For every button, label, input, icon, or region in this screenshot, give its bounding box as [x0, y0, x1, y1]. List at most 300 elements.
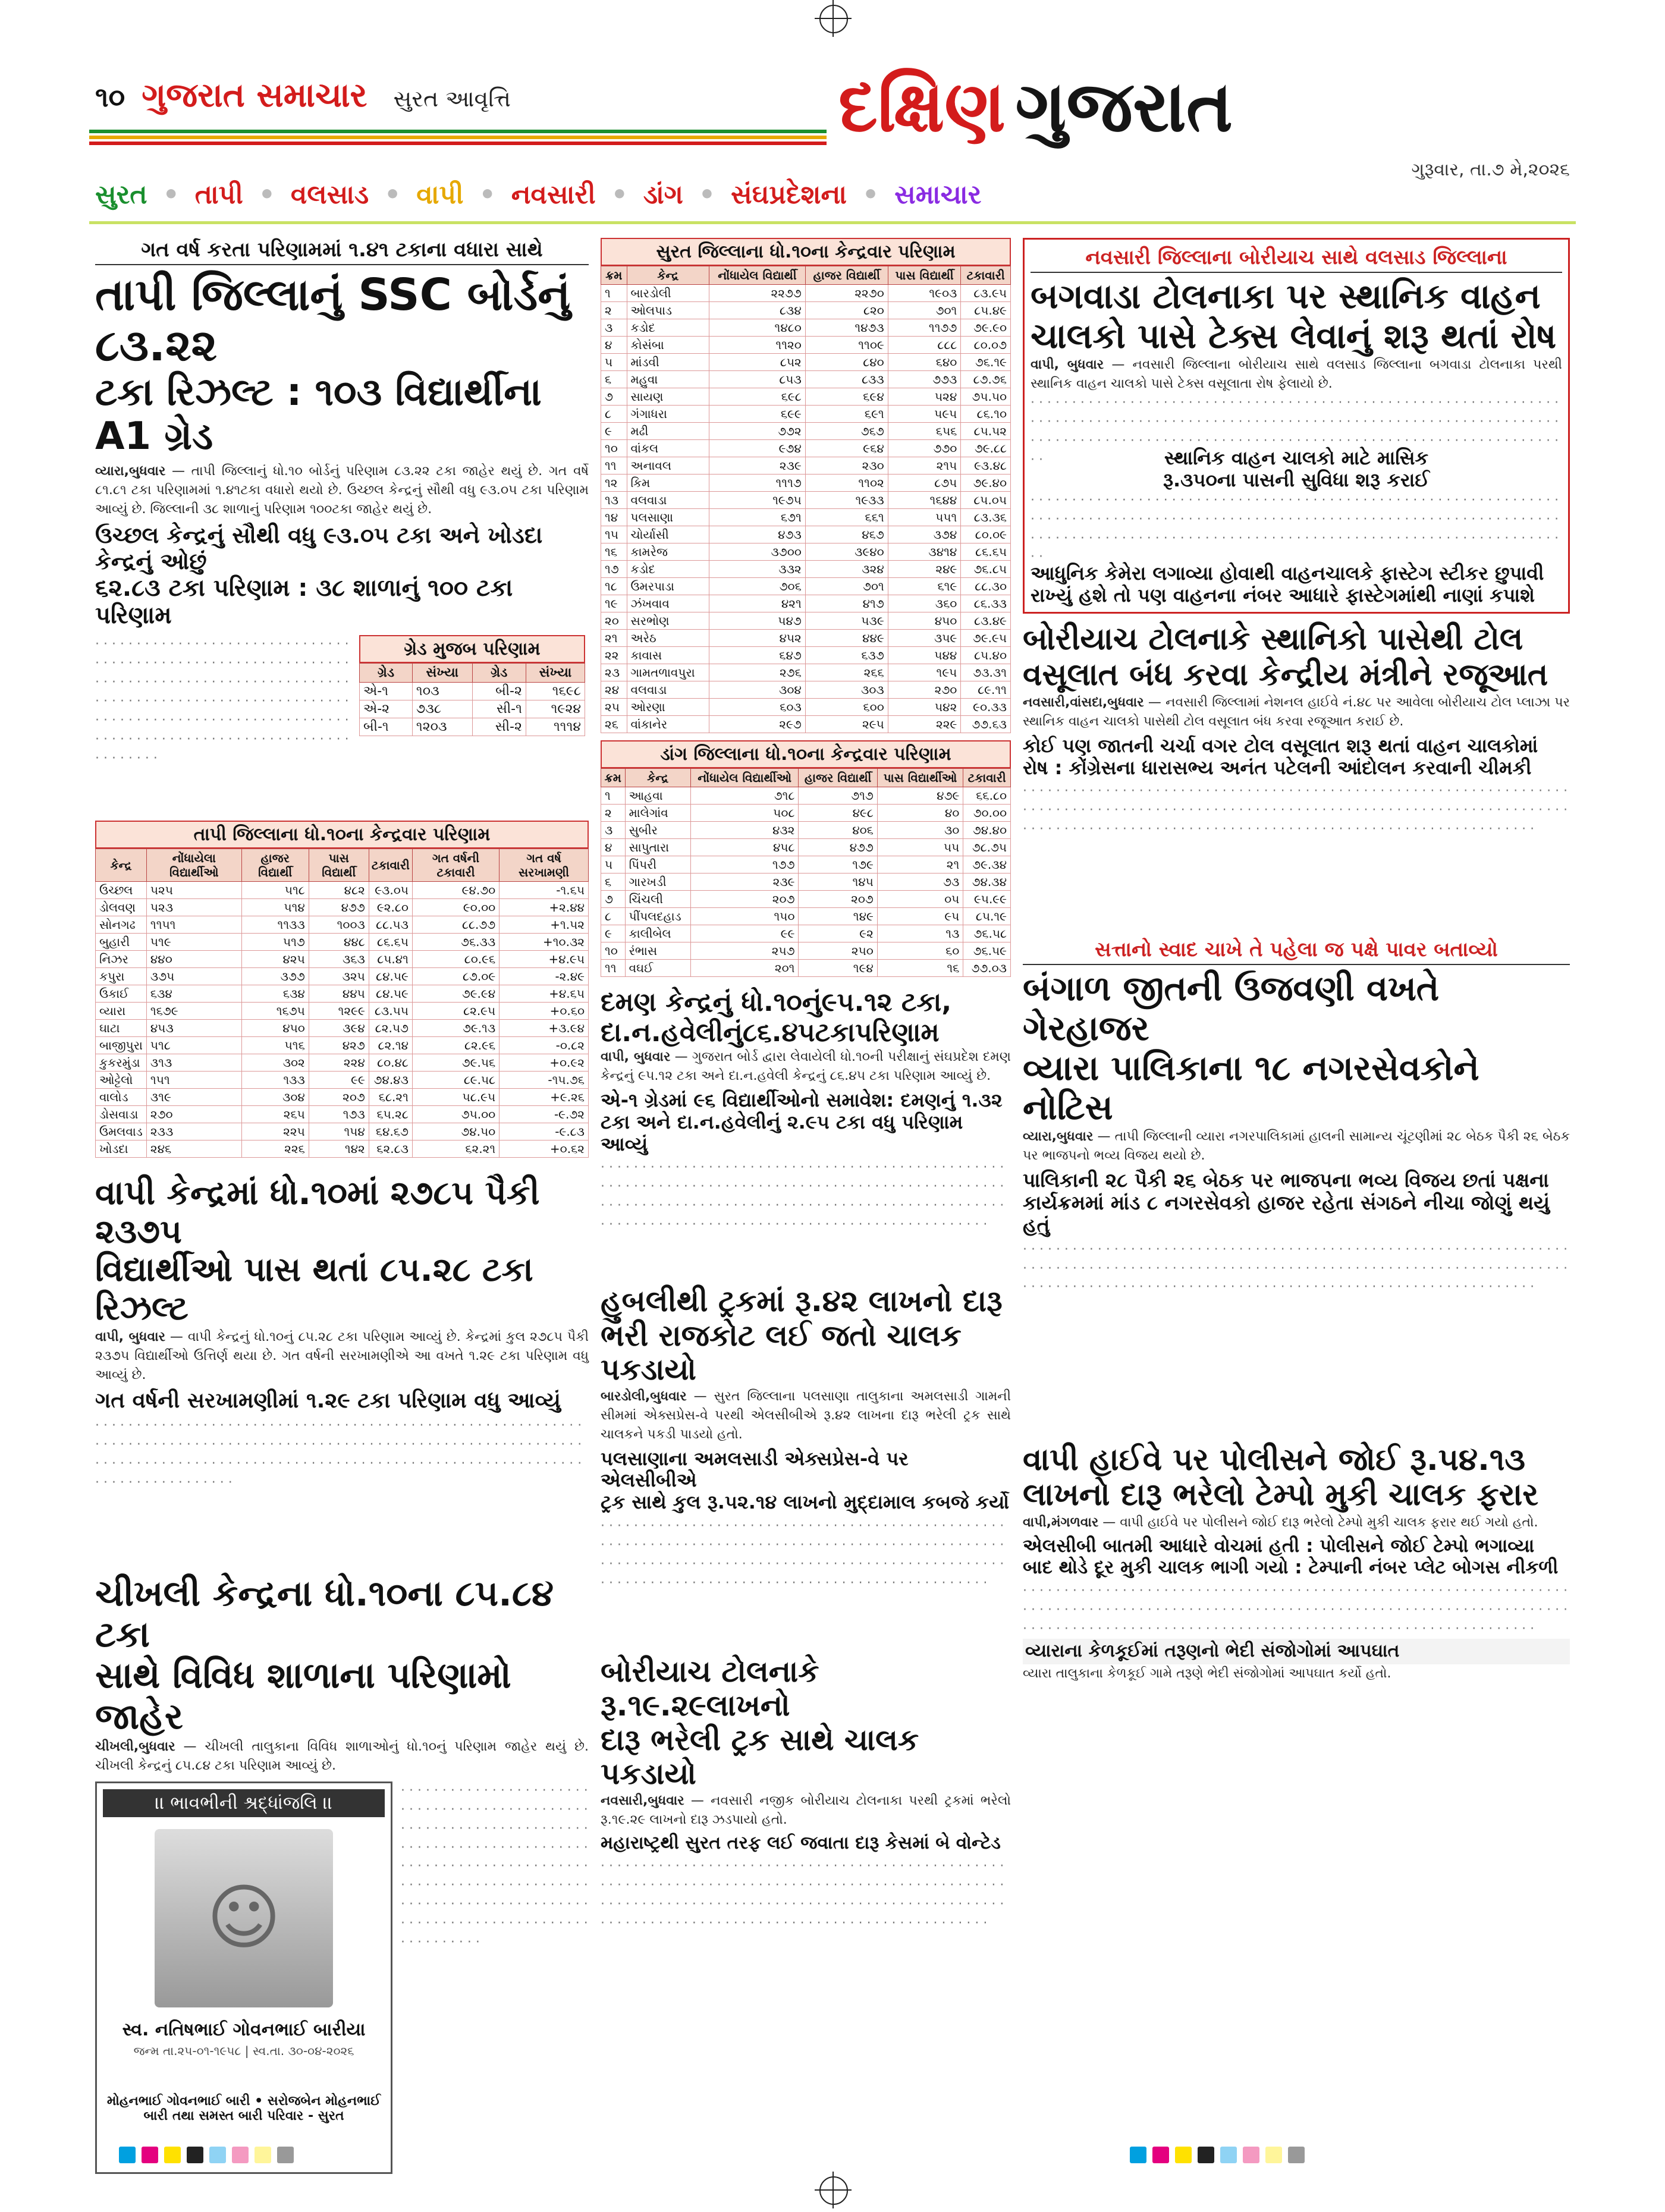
bengal-subhead-2: કાર્યક્રમમાં માંડ ૮ નગરસેવકો હાજર રહેતા સંગઠને નીચા જોણું થયું હતું — [1023, 1190, 1550, 1237]
surat-table-cell: ૨૫ — [601, 699, 627, 716]
surat-table-cell: ૩ — [601, 319, 627, 337]
tempo-headline-2: લાખનો દારૂ ભરેલો ટેમ્પો મુકી ચાલક ફરાર — [1023, 1477, 1539, 1513]
surat-table-cell: ૧૨ — [601, 475, 627, 492]
surat-table-header-cell: કેન્દ્ર — [627, 266, 709, 285]
boriach-toll-body: નવસારી જિલ્લામાં નેશનલ હાઈવે નં.૪૮ પર આવેલા બોરીયાચ ટોલ પ્લાઝા પર સ્થાનિક વાહન ચાલકો પાસેથી ટોલ વસૂલાત બંધ કરવા રજૂઆત કરાઈ છે. — [1023, 695, 1570, 729]
dang-table-cell: ૦૫ — [877, 891, 963, 908]
surat-table-row — [601, 612, 1011, 630]
surat-table-cell: ૬૪૦ — [888, 354, 961, 371]
tapi-table-cell: નિઝર — [96, 951, 147, 968]
tapi-table-cell: ૮૨.૯૬ — [412, 1037, 499, 1054]
tapi-table-cell: ૪૫૦ — [241, 1020, 309, 1037]
tapi-table-row — [96, 916, 589, 934]
surat-table-cell: ઓલપાડ — [627, 302, 709, 319]
tapi-table-cell: ૧૩૩ — [241, 1072, 309, 1089]
tapi-table-row — [96, 968, 589, 985]
surat-table-cell: ૬૫૬ — [888, 423, 961, 440]
surat-table-cell: અરેઠ — [627, 630, 709, 647]
dang-table-cell: પિંપરી — [625, 856, 690, 874]
surat-table-cell: ઓરણા — [627, 699, 709, 716]
surat-table-cell: બારડોલી — [627, 285, 709, 302]
tribute-title: ।। ભાવભીની શ્રદ્ધાંજલિ ।। — [103, 1789, 385, 1817]
tapi-table-cell: ૩૭૫ — [146, 968, 241, 985]
daman-subhead-1: એ-૧ ગ્રેડમાં ૯૬ વિદ્યાર્થીઓનો સમાવેશ: દમણનું ૧.૩૨ — [601, 1088, 1003, 1111]
surat-table-cell: ૧૬ — [601, 543, 627, 561]
issue-date: ગુરૂવાર, તા.૭ મે,૨૦૨૬ — [1411, 159, 1570, 180]
vapi-dateline: વાપી, બુધવાર — [95, 1329, 165, 1344]
surat-table-cell: ૬૯૮ — [709, 388, 806, 406]
surat-table-cell: ૩૫૯ — [888, 630, 961, 647]
surat-table-cell: કાવાસ — [627, 647, 709, 664]
tapi-table-header-cell: ગત વર્ષની ટકાવારી — [412, 849, 499, 882]
surat-table-cell: પલસાણા — [627, 509, 709, 526]
tapi-table-row — [96, 1020, 589, 1037]
tapi-table-cell: ૮૨.૫૭ — [369, 1020, 412, 1037]
edition-label: સુરત આવૃત્તિ — [393, 86, 511, 112]
surat-table-cell: ગંગાધરા — [627, 406, 709, 423]
surat-table-cell: ૫૩૯ — [805, 612, 888, 630]
surat-table-cell: ૫ — [601, 354, 627, 371]
dang-table-cell: રંભાસ — [625, 942, 690, 960]
tapi-table-cell: ૬૩૪ — [146, 985, 241, 1003]
surat-table-cell: ૭ — [601, 388, 627, 406]
navsari-body: નવસારી જિલ્લાના બોરીયાચ સાથે વલસાડ જિલ્લાના બગવાડા ટોલનાકા પરથી સ્થાનિક વાહન ચાલકો પાસે ટેક્સ વસૂલાતા રોષ ફેલાયો છે. — [1031, 357, 1562, 392]
boriach-liquor-body: નવસારી નજીક બોરીયાચ ટોલનાકા પરથી ટ્રકમાં ભરેલો રૂ.૧૯.૨૯ લાખનો દારૂ ઝડપાયો હતો. — [601, 1793, 1011, 1827]
grade-table-row — [360, 683, 585, 700]
dang-table-cell: ૫૫ — [877, 839, 963, 856]
tapi-headline-2: ટકા રિઝલ્ટ : ૧૦૩ વિદ્યાર્થીના A1 ગ્રેડ — [95, 370, 542, 458]
surat-table-cell: ૭૭૨ — [709, 423, 806, 440]
tapi-table-cell: ૫૮.૯૫ — [412, 1089, 499, 1106]
surat-table-cell: ઝંખવાવ — [627, 595, 709, 612]
surat-table-cell: ૬૦૩ — [709, 699, 806, 716]
dang-table-cell: ૫ — [601, 856, 626, 874]
surat-table-cell: ૮૫.૪૦ — [961, 647, 1011, 664]
dang-table-cell: ૬ — [601, 874, 626, 891]
surat-table-cell: વલવાડા — [627, 492, 709, 509]
boriach-toll-filler: · · · · · · · · · · · · · · · · · · · · · · · · · · · · · · · · · · · · · · · · · · · · · · · · · · · · · · · · · · · · · · · · · · · · · · · · · · · · · · · · · · · · · · · · · · · · · · · · · · · · · · · · · · · · · · · · · · · · · · · · · · · · · · · · · · · · · · · · · · · · · · · · · · · · · · · · · · · · · · · · · · · · · · · · · · · · · · · · · · · · · · · · · · · · · · · · · · — [1023, 784, 1568, 837]
dang-table-row — [601, 787, 1011, 805]
surat-table-cell: ૬૯૪ — [805, 388, 888, 406]
boriach-toll-headline-1: બોરીયાચ ટોલનાકે સ્થાનિકો પાસેથી ટોલ — [1023, 621, 1523, 658]
surat-table-row — [601, 319, 1011, 337]
dang-table-cell: ૧૭૭ — [690, 856, 799, 874]
dang-table-cell: ૭૭.૦૩ — [963, 960, 1011, 977]
surat-table-cell: ૧૪૮૦ — [709, 319, 806, 337]
tapi-table-cell: -૧.૬૫ — [500, 882, 589, 899]
boriach-liquor-dateline: નવસારી,બુધવાર — [601, 1793, 684, 1808]
surat-table-row — [601, 475, 1011, 492]
surat-table-cell: ૧૧૦૨ — [805, 475, 888, 492]
surat-table-cell: ૨૭૬ — [709, 664, 806, 681]
surat-table-cell: ૩૪૧૪ — [888, 543, 961, 561]
dang-table-cell: પીંપલદહાડ — [625, 908, 690, 925]
surat-table-header-cell: પાસ વિદ્યાર્થી — [888, 266, 961, 285]
tapi-table-cell: ૪૫૩ — [146, 1020, 241, 1037]
tapi-table-cell: ૬૮.૨૧ — [369, 1089, 412, 1106]
dang-table-cell: ૪૭૭ — [799, 839, 877, 856]
surat-table-cell: ૭૯.૪૦ — [961, 475, 1011, 492]
dang-table-cell: ૧૪૫ — [799, 874, 877, 891]
tapi-table-cell: ૩૯૪ — [309, 1020, 369, 1037]
city-separator: • — [479, 180, 496, 210]
surat-table-header-cell: ક્રમ — [601, 266, 627, 285]
surat-table-row — [601, 423, 1011, 440]
dang-table-header-cell: પાસ વિદ્યાર્થીઓ — [877, 769, 963, 787]
surat-table-row — [601, 371, 1011, 388]
surat-table-row — [601, 337, 1011, 354]
dang-table-row — [601, 805, 1011, 822]
tapi-table-cell: ૫૨૩ — [146, 899, 241, 916]
tapi-table-cell: ૬૪.૬૭ — [369, 1123, 412, 1140]
tapi-table-cell: ૬૨.૨૧ — [412, 1140, 499, 1158]
dang-table-cell: ૧૦ — [601, 942, 626, 960]
tapi-table-cell: ૨૨૪ — [309, 1054, 369, 1072]
tapi-subhead-1: ઉચ્છલ કેન્દ્રનું સૌથી વધુ ૯૩.૦૫ ટકા અને ખોડદા કેન્દ્રનું ઓછું — [95, 522, 543, 574]
boriach-toll-subhead-2: રોષ : કોંગ્રેસના ધારાસભ્ય અનંત પટેલની આંદોલન કરવાની ચીમકી — [1023, 756, 1532, 779]
surat-table-cell: ૪ — [601, 337, 627, 354]
surat-table-cell: ૮ — [601, 406, 627, 423]
city-separator: • — [862, 180, 879, 210]
portrait-photo: ☺ — [155, 1829, 333, 2007]
daman-body-filler: · · · · · · · · · · · · · · · · · · · · · · · · · · · · · · · · · · · · · · · · · · · · · · · · · · · · · · · · · · · · · · · · · · · · · · · · · · · · · · · · · · · · · · · · · · · · · · · · · · · · · · · · · · · · · · · · · · · · · · · · · · · · · · · · · · · · · · · · · · · · · · · · · · · · · · · · · · · · · · · · · · · · · · · · · · · · · · · · · · · · · · · · · · · · · · · · · · — [601, 1160, 1004, 1233]
surat-table-row — [601, 509, 1011, 526]
tribute-name: સ્વ. નતિષભાઈ ગોવનભાઈ બારીયા — [122, 2019, 366, 2040]
dang-table-row — [601, 874, 1011, 891]
surat-table-cell: ૪૭૩ — [709, 526, 806, 543]
tapi-table-cell: ૨૦૭ — [309, 1089, 369, 1106]
tapi-table-cell: ૪૮૨ — [309, 882, 369, 899]
surat-table-cell: ૯૭૪ — [709, 440, 806, 457]
surat-table-cell: કોસંબા — [627, 337, 709, 354]
tapi-table-cell: કપુરા — [96, 968, 147, 985]
tapi-table-header-cell: નોંધાયેલા વિદ્યાર્થીઓ — [146, 849, 241, 882]
dang-table-cell: ૭૩ — [877, 874, 963, 891]
tapi-table-cell: ઉકાઈ — [96, 985, 147, 1003]
tapi-table-row — [96, 934, 589, 951]
surat-table-cell: ૩૭૦૦ — [709, 543, 806, 561]
surat-table-cell: ૬૭૧ — [709, 509, 806, 526]
boriach-liquor-headline-1: બોરીયાચ ટોલનાકે રૂ.૧૯.૨૯લાખનો — [601, 1654, 819, 1723]
tapi-table-cell: ૧૫૪ — [309, 1123, 369, 1140]
grade-table-cell: ૧૦૩ — [412, 683, 472, 700]
surat-table-cell: ૭૭૩ — [888, 371, 961, 388]
surat-table-header-cell: ટકાવારી — [961, 266, 1011, 285]
tapi-table-cell: ૮૨.૧૪ — [369, 1037, 412, 1054]
city-item: ડાંગ — [643, 180, 683, 210]
tapi-table-cell: ૭૪.૫૦ — [412, 1123, 499, 1140]
surat-table-cell: ૩૦૩ — [805, 681, 888, 699]
divider-line — [89, 221, 1576, 224]
grade-table-cell: બી-૨ — [472, 683, 526, 700]
tapi-table-cell: ૮૩.૫૫ — [369, 1003, 412, 1020]
surat-table-cell: ૮૬.૬૫ — [961, 543, 1011, 561]
surat-table-cell: ૭૯.૮૮ — [961, 440, 1011, 457]
tapi-table-cell: ૭૯.૧૩ — [412, 1020, 499, 1037]
surat-table-cell: કડોદ — [627, 319, 709, 337]
dang-table-cell: સાપુતારા — [625, 839, 690, 856]
tapi-table-cell: ઉચ્છલ — [96, 882, 147, 899]
tapi-table-header-cell: પાસ વિદ્યાર્થી — [309, 849, 369, 882]
grade-table-cell: ૧૬૯૮ — [526, 683, 585, 700]
grade-table-row — [360, 718, 585, 736]
tapi-table-cell: ૮૪.૫૯ — [369, 985, 412, 1003]
stripe-yellow — [89, 136, 827, 139]
tapi-table-cell: ખોડદા — [96, 1140, 147, 1158]
surat-table-cell: ૨૯૫ — [805, 716, 888, 733]
surat-table-cell: ૮૫૨ — [709, 354, 806, 371]
tapi-table-cell: ૮૫.૪૧ — [369, 951, 412, 968]
tapi-headline-1: તાપી જિલ્લાનું SSC બોર્ડનું ૮૩.૨૨ — [95, 269, 571, 372]
daman-headline-2: દા.ન.હવેલીનું૮૬.૪૫ટકાપરિણામ — [601, 1017, 940, 1048]
dang-table-cell: ૪૦ — [877, 805, 963, 822]
dang-table-cell: ૪ — [601, 839, 626, 856]
surat-table-cell: કિમ — [627, 475, 709, 492]
surat-table-cell: ૨૪૯ — [888, 561, 961, 578]
surat-table-cell: ૨૬ — [601, 716, 627, 733]
tapi-table-cell: વાલોડ — [96, 1089, 147, 1106]
surat-table-cell: ૧૯૦૩ — [888, 285, 961, 302]
surat-table-cell: ૮૩.૪૯ — [961, 612, 1011, 630]
tapi-table-cell: ૯૪.૭૦ — [412, 882, 499, 899]
dang-table-cell: ૨૧ — [877, 856, 963, 874]
surat-table-cell: ૧૧ — [601, 457, 627, 475]
vapi-body-filler: · · · · · · · · · · · · · · · · · · · · · · · · · · · · · · · · · · · · · · · · · · · · · · · · · · · · · · · · · · · · · · · · · · · · · · · · · · · · · · · · · · · · · · · · · · · · · · · · · · · · · · · · · · · · · · · · · · · · · · · · · · · · · · · · · · · · · · · · · · · · · · · · · · · · · · · · · · · · · · · · · · · · · · · · · · · · · · · · · · · · · · · · · · · · · · · · · · — [95, 1418, 582, 1490]
surat-table-cell: ૩૭૪ — [888, 526, 961, 543]
dang-table-cell: ૩ — [601, 822, 626, 839]
tapi-table-cell: સોનગઢ — [96, 916, 147, 934]
navsari-body-filler: · · · · · · · · · · · · · · · · · · · · · · · · · · · · · · · · · · · · · · · · · · · · · · · · · · · · · · · · · · · · · · · · · · · · · · · · · · · · · · · · · · · · · · · · · · · · · · · · · · · · · · · · · · · · · · · · · · · · · · · · · · · · · · · · · · · · · · · · · · · · · · · · · · · · · · · · · · · · · · · · · · · · · · · · · · · · · · · · · · · · · · · · · · · · · · · · · · — [1031, 395, 1559, 467]
tapi-table-cell: ૩૦૨ — [241, 1054, 309, 1072]
surat-table-row — [601, 716, 1011, 733]
tapi-table-row — [96, 1072, 589, 1089]
chikhli-headline-1: ચીખલી કેન્દ્રના ધો.૧૦ના ૮૫.૮૪ ટકા — [95, 1573, 554, 1656]
surat-table-cell: ૬૪૭ — [709, 647, 806, 664]
surat-table-cell: ૭૯.૯૦ — [961, 319, 1011, 337]
surat-table-row — [601, 406, 1011, 423]
chikhli-body: ચીખલી તાલુકાના વિવિધ શાળાઓનું ધો.૧૦નું પરિણામ જાહેર થયું છે. ચીખલી કેન્દ્રનું ૮૫.૮૪ ટકા પરિણામ આવ્યું છે. — [95, 1739, 589, 1773]
surat-table-row — [601, 681, 1011, 699]
dang-table-cell: ૯૫ — [877, 908, 963, 925]
surat-table-cell: ૨૨૭૭ — [709, 285, 806, 302]
tapi-subhead-2: ૬૨.૮૩ ટકા પરિણામ : ૩૮ શાળાનું ૧૦૦ ટકા પરિણામ — [95, 574, 513, 630]
surat-table-cell: ગામતળાવપુરા — [627, 664, 709, 681]
surat-table-cell: ૭૩.૩૧ — [961, 664, 1011, 681]
boriach-liquor-subhead: મહારાષ્ટ્રથી સુરત તરફ લઈ જવાતા દારૂ કેસમાં બે વોન્ટેડ — [601, 1832, 1001, 1853]
tapi-table-row — [96, 1003, 589, 1020]
tapi-table-cell: ૮૮.૫૩ — [369, 916, 412, 934]
surat-table-cell: ૭૦૧ — [805, 578, 888, 595]
dang-table-cell: ૭૮.૭૫ — [963, 839, 1011, 856]
navsari-body-filler-2: · · · · · · · · · · · · · · · · · · · · · · · · · · · · · · · · · · · · · · · · · · · · · · · · · · · · · · · · · · · · · · · · · · · · · · · · · · · · · · · · · · · · · · · · · · · · · · · · · · · · · · · · · · · · · · · · · · · · · · · · · · · · · · · · · · · · · · · · · · · · · · · · · · · · · · · · · · · · · · · · · · · · · · · · · · · · · · · · · · · · · · · · · · · · · · · · · · — [1031, 492, 1559, 565]
tapi-table-cell: +૯.૨૬ — [500, 1089, 589, 1106]
dang-table-cell: ૧૧ — [601, 960, 626, 977]
surat-table-cell: ૧૩ — [601, 492, 627, 509]
surat-table-cell: ૭૬.૧૯ — [961, 354, 1011, 371]
surat-table-cell: ૧૧૭૭ — [888, 319, 961, 337]
tapi-table-row — [96, 985, 589, 1003]
tapi-table-cell: ૪૨૫ — [241, 951, 309, 968]
dang-table-row — [601, 908, 1011, 925]
vapi-subhead: ગત વર્ષની સરખામણીમાં ૧.૨૯ ટકા પરિણામ વધુ આવ્યું — [95, 1388, 561, 1413]
surat-table-cell: ૭૬૭ — [805, 423, 888, 440]
surat-table-cell: સાયણ — [627, 388, 709, 406]
bengal-body: તાપી જિલ્લાની વ્યારા નગરપાલિકામાં હાલની સામાન્ય ચૂંટણીમાં ૨૮ બેઠક પૈકી ૨૬ બેઠક પર ભાજપનો ભવ્ય વિજય થયો છે. — [1023, 1129, 1570, 1163]
navsari-subhead-1: સ્થાનિક વાહન ચાલકો માટે માસિક — [1164, 447, 1429, 470]
dang-table-cell: ૯૨ — [799, 925, 877, 942]
dang-table-header-cell: કેન્દ્ર — [625, 769, 690, 787]
surat-table-cell: ૧૦ — [601, 440, 627, 457]
tapi-table-row — [96, 1037, 589, 1054]
surat-table-header-cell: નોંધાયેલ વિદ્યાર્થી — [709, 266, 806, 285]
surat-table-cell: મહુવા — [627, 371, 709, 388]
dang-table-cell: ૭૧૭ — [799, 787, 877, 805]
surat-table-row — [601, 699, 1011, 716]
navsari-toll-box: નવસારી જિલ્લાના બોરીયાચ સાથે વલસાડ જિલ્લાના બગવાડા ટોલનાકા પર સ્થાનિક વાહન ચાલકો પાસે ટેક્સ લેવાનું શરૂ થતાં રોષ વાપી, બુધવાર — નવસારી જિલ્લાના બોરીયાચ સાથે વલસાડ જિલ્લાના બગવાડા ટોલનાકા પરથી સ્થાનિક વાહન ચાલકો પાસે ટેક્સ વસૂલાતા રોષ ફેલાયો છે. · · · · · · · · · · · · · · · · · · · · · · · · · · · · · · · · · · · · · · · · · · · · · · · · · · · · · · · · · · · · · · · · · · · · · · · · · · · · · · · · · · · · · · · · · · · · · · · · · · · · · · · · · · · · · · · · · · · · · · · · · · · · · · · · · · · · · · · · · · · · · · · · · · · · · · · · · · · · · · · · · · · · · · · · · · · · · · · · · · · · · · · · · · · · · · · · · · સ્થાનિક વાહન ચાલકો માટે માસિક રૂ.૩૫૦ના પાસની સુવિધા શરૂ કરાઈ · · · · · · · · · · · · · · · · · · · · · · · · · · · · · · · · · · · · · · · · · · · · · · · · · · · · · · · · · · · · · · · · · · · · · · · · · · · · · · · · · · · · · · · · · · · · · · · · · · · · · · · · · · · · · · · · · · · · · · · · · · · · · · · · · · · · · · · · · · · · · · · · · · · · · · · · · · · · · · · · · · · · · · · · · · · · · · · · · · · · · · · · · · · · · · · · · · આધુનિક કેમેરા લગાવ્યા હોવાથી વાહનચાલકે ફાસ્ટેગ સ્ટીકર છુપાવી રાખ્યું હશે તો પણ વાહનના નંબર આધારે ફાસ્ટેગમાંથી નાણાં કપાશે — [1023, 238, 1570, 614]
dang-table-cell: ૨૦૭ — [690, 891, 799, 908]
surat-table-cell: ૨૧ — [601, 630, 627, 647]
dang-table-cell: વઘઈ — [625, 960, 690, 977]
grade-table-header-cell: ગ્રેડ — [360, 664, 413, 683]
dang-table-cell: ૭ — [601, 891, 626, 908]
surat-table-cell: ૭૭૦ — [888, 440, 961, 457]
surat-table-row — [601, 664, 1011, 681]
surat-table-cell: ૨૩૦ — [805, 457, 888, 475]
tapi-table-cell: ૮૦.૯૬ — [412, 951, 499, 968]
dang-table-cell: ૭૬.૫૮ — [963, 925, 1011, 942]
surat-centre-table — [601, 238, 1011, 733]
surat-table-cell: ૫૯૫ — [888, 406, 961, 423]
tapi-dateline: વ્યારા,બુધવાર — [95, 464, 166, 479]
color-bar-left — [119, 2147, 294, 2163]
surat-table-cell: ૮૩૪ — [709, 302, 806, 319]
navsari-subhead-3: આધુનિક કેમેરા લગાવ્યા હોવાથી વાહનચાલકે ફાસ્ટેગ સ્ટીકર છુપાવી — [1031, 561, 1544, 585]
dang-table-row — [601, 891, 1011, 908]
tapi-table-cell: +૪.૯૫ — [500, 951, 589, 968]
dang-table-cell: ૯૯ — [690, 925, 799, 942]
city-item: સંઘપ્રદેશના — [731, 180, 847, 210]
daman-body: ગુજરાત બોર્ડ દ્વારા લેવાયેલી ધો.૧૦ની પરીક્ષાનું સંઘપ્રદેશ દમણ કેન્દ્રનું ૯૫.૧૨ ટકા અને દા.ન.હવેલી કેન્દ્રનું ૮૬.૪૫ ટકા પરિણામ આવ્યું છે. — [601, 1050, 1011, 1084]
dang-table-cell: ૨ — [601, 805, 626, 822]
surat-table-cell: ૮૬.૧૦ — [961, 406, 1011, 423]
tapi-table-cell: ૩૧૯ — [146, 1089, 241, 1106]
hubli-body-filler: · · · · · · · · · · · · · · · · · · · · · · · · · · · · · · · · · · · · · · · · · · · · · · · · · · · · · · · · · · · · · · · · · · · · · · · · · · · · · · · · · · · · · · · · · · · · · · · · · · · · · · · · · · · · · · · · · · · · · · · · · · · · · · · · · · · · · · · · · · · · · · · · · · · · · · · · · · · · · · · · · · · · · · · · · · · · · · · · · · · · · · · · · · · · · · · · · · — [601, 1518, 1004, 1591]
tapi-table-cell: ૧૬૭૫ — [241, 1003, 309, 1020]
city-item: સમાચાર — [894, 180, 982, 210]
hubli-subhead-2: ટ્રક સાથે કુલ રૂ.૫૨.૧૪ લાખનો મુદ્દામાલ કબજે કર્યો — [601, 1491, 1010, 1514]
surat-table-row — [601, 578, 1011, 595]
dang-table-cell: ૧ — [601, 787, 626, 805]
navsari-headline-2: ચાલકો પાસે ટેક્સ લેવાનું શરૂ થતાં રોષ — [1031, 315, 1557, 356]
boriach-toll-subhead-1: કોઈ પણ જાતની ચર્ચા વગર ટોલ વસૂલાત શરૂ થતાં વાહન ચાલકોમાં — [1023, 734, 1538, 757]
surat-table-cell: ૨૪ — [601, 681, 627, 699]
tempo-filler: · · · · · · · · · · · · · · · · · · · · · · · · · · · · · · · · · · · · · · · · · · · · · · · · · · · · · · · · · · · · · · · · · · · · · · · · · · · · · · · · · · · · · · · · · · · · · · · · · · · · · · · · · · · · · · · · · · · · · · · · · · · · · · · · · · · · · · · · · · · · · · · · · · · · · · · · · · · · · · · · · · · · · · · · · · · · · · · · · · · · · · · · · · · · · · · · · · — [1023, 1583, 1568, 1637]
surat-table-cell: ૬૧૯ — [888, 578, 961, 595]
tapi-table-row — [96, 899, 589, 916]
grade-table-cell: ૧૨૦૩ — [412, 718, 472, 736]
surat-table-cell: ૧૯૭૫ — [709, 492, 806, 509]
dang-table-row — [601, 856, 1011, 874]
surat-table-cell: ૮૮૮ — [888, 337, 961, 354]
daman-subhead-2: ટકા અને દા.ન.હવેલીનું ૨.૯૫ ટકા વધુ પરિણામ આવ્યું — [601, 1110, 963, 1155]
grade-table-cell: એ-૨ — [360, 700, 413, 718]
surat-table-cell: ૫૪૨ — [888, 699, 961, 716]
tapi-table-cell: ૧૪૨ — [309, 1140, 369, 1158]
dang-table-row — [601, 942, 1011, 960]
tapi-table-cell: ૮૯.૫૮ — [412, 1072, 499, 1089]
surat-table-cell: ૨૬૬ — [805, 664, 888, 681]
tapi-table-cell: ૯૩.૦૫ — [369, 882, 412, 899]
dang-table-header-cell: હાજર વિદ્યાર્થી — [799, 769, 877, 787]
tempo-dateline: વાપી,મંગળવાર — [1023, 1515, 1099, 1531]
surat-table-cell: ૩૦૪ — [709, 681, 806, 699]
surat-table-cell: ૨૨૭૦ — [805, 285, 888, 302]
dang-table-cell: ૮ — [601, 908, 626, 925]
hubli-dateline: બારડોલી,બુધવાર — [601, 1388, 687, 1404]
tapi-table-cell: +૧૦.૩૨ — [500, 934, 589, 951]
grade-table-header-cell: સંખ્યા — [526, 664, 585, 683]
surat-table-cell: કામરેજ — [627, 543, 709, 561]
dang-table-cell: ૭૯.૩૪ — [963, 856, 1011, 874]
boriach-liquor-filler: · · · · · · · · · · · · · · · · · · · · · · · · · · · · · · · · · · · · · · · · · · · · · · · · · · · · · · · · · · · · · · · · · · · · · · · · · · · · · · · · · · · · · · · · · · · · · · · · · · · · · · · · · · · · · · · · · · · · · · · · · · · · · · · · · · · · · · · · · · · · · · · · · · · · · · · · · · · · · · · · · · · · · · · · · · · · · · · · · · · · · · · · · · · · · · · · · · — [601, 1859, 1004, 1931]
surat-table-cell: ૮૩૩ — [805, 371, 888, 388]
page-number: ૧૦ — [95, 81, 125, 113]
surat-table-cell: ૨૭૦ — [888, 681, 961, 699]
tapi-table-cell: બાજીપુરા — [96, 1037, 147, 1054]
surat-table-cell: વાંકાનેર — [627, 716, 709, 733]
dang-table-row — [601, 960, 1011, 977]
tapi-centre-table — [95, 821, 589, 1158]
grade-table-header-cell: ગ્રેડ — [472, 664, 526, 683]
surat-table-cell: ૫૫૧ — [888, 509, 961, 526]
surat-table-cell: ૮૫.૫૨ — [961, 423, 1011, 440]
bengal-dateline: વ્યારા,બુધવાર — [1023, 1129, 1094, 1145]
surat-table-cell: ૮૯.૧૧ — [961, 681, 1011, 699]
vyara-short-headline: વ્યારાના કેળકૂઈમાં તરૂણનો ભેદી સંજોગોમાં આપઘાત — [1023, 1639, 1570, 1664]
stripe-green — [89, 130, 827, 133]
surat-table-cell: ચોર્યાસી — [627, 526, 709, 543]
city-separator: • — [384, 180, 401, 210]
grade-table-cell: ૧૧૧૪ — [526, 718, 585, 736]
hubli-headline-1: હુબલીથી ટ્રકમાં રૂ.૪૨ લાખનો દારૂ — [601, 1284, 1003, 1319]
tapi-table-cell: -૯.૮૩ — [500, 1123, 589, 1140]
navsari-kicker: નવસારી જિલ્લાના બોરીયાચ સાથે વલસાડ જિલ્લાના — [1031, 246, 1562, 273]
dang-table-cell: ૧૪૯ — [799, 908, 877, 925]
tempo-body: વાપી હાઈવે પર પોલીસને જોઈ દારૂ ભરેલો ટેમ્પો મુકી ચાલક ફરાર થઈ ગયો હતો. — [1120, 1515, 1538, 1531]
surat-table-cell: ૩૨૪ — [805, 561, 888, 578]
surat-table-cell: અનાવલ — [627, 457, 709, 475]
grade-table-cell: સી-૨ — [472, 718, 526, 736]
dang-table-cell: સુબીર — [625, 822, 690, 839]
surat-table-cell: ૬૩૭ — [805, 647, 888, 664]
tapi-table-cell: ૨૬૫ — [241, 1106, 309, 1123]
surat-table-cell: માંડવી — [627, 354, 709, 371]
tapi-table-cell: ૮૭.૦૯ — [412, 968, 499, 985]
dang-table-row — [601, 925, 1011, 942]
surat-table-cell: ૨૩ — [601, 664, 627, 681]
tapi-table-cell: ઉમલવાડ — [96, 1123, 147, 1140]
surat-table-row — [601, 595, 1011, 612]
tapi-table-cell: ૧૦૦૩ — [309, 916, 369, 934]
city-separator: • — [258, 180, 275, 210]
navsari-subhead-4: રાખ્યું હશે તો પણ વાહનના નંબર આધારે ફાસ્ટેગમાંથી નાણાં કપાશે — [1031, 583, 1535, 607]
surat-table-cell: ૯ — [601, 423, 627, 440]
surat-table-cell: ૮૫.૪૯ — [961, 302, 1011, 319]
tapi-table-cell: ૯૯ — [309, 1072, 369, 1089]
dang-table-cell: ૮૫.૧૯ — [963, 908, 1011, 925]
vyara-short-body: વ્યારા તાલુકાના કેળકૂઈ ગામે તરૂણે ભેદી સંજોગોમાં આપઘાત કર્યો હતો. — [1023, 1666, 1391, 1681]
surat-table-cell: ૮૫.૦૫ — [961, 492, 1011, 509]
